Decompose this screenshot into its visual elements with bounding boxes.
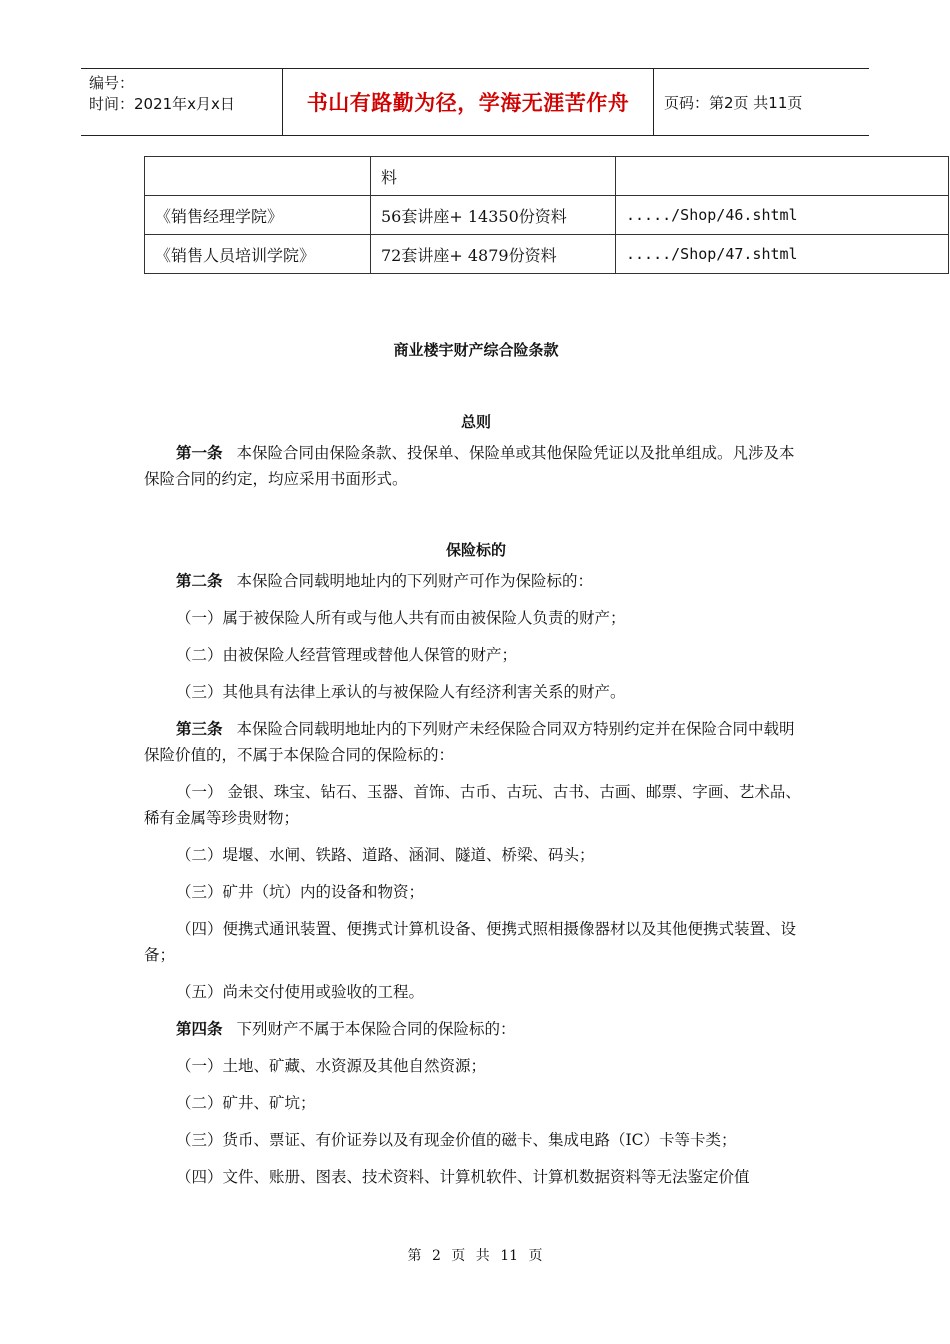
page-footer: 第 2 页 共 11 页 [407,1248,543,1264]
table-cell-name: 《销售经理学院》 [145,196,371,235]
section-heading-general: 总则 [460,413,491,431]
list-item: （三）矿井（坑）内的设备和物资； [176,883,425,901]
article-4 [144,1016,808,1042]
table-row [145,196,949,235]
table-cell-content: 56套讲座+ 14350份资料 [371,196,616,235]
article-text: 下列财产不属于本保险合同的保险标的： [236,1020,516,1038]
header-meta [81,69,282,135]
list-item: （四）便携式通讯装置、便携式计算机设备、便携式照相摄像器材以及其他便携式装置、设备； [144,920,797,964]
table-cell-link[interactable]: ...../Shop/46.shtml [616,196,949,235]
list-item: （四）文件、账册、图表、技术资料、计算机软件、计算机数据资料等无法鉴定价值 [176,1168,750,1186]
header-motto-cell [282,69,654,135]
list-item: （三）其他具有法律上承认的与被保险人有经济利害关系的财产。 [176,683,626,701]
list-item: （一） 金银、珠宝、钻石、玉器、首饰、古币、古玩、古书、古画、邮票、字画、艺术品、稀有金属等珍贵财物； [144,783,801,827]
table-cell-link [616,157,949,196]
page-number-label: 页码：第2页 共11页 [664,93,803,112]
article-3 [144,716,808,768]
article-text: 本保险合同由保险条款、投保单、保险单或其他保险凭证以及批单组成。凡涉及本保险合同的约定，均应采用书面形式。 [144,444,795,488]
table-cell-name [145,157,371,196]
list-item: （二）由被保险人经营管理或替他人保管的财产； [176,646,518,664]
table-cell-name: 《销售人员培训学院》 [145,235,371,274]
list-item: （三）货币、票证、有价证券以及有现金价值的磁卡、集成电路（IC）卡等卡类； [176,1131,737,1149]
table-row [145,235,949,274]
resource-table [144,156,949,274]
article-label: 第二条 [176,572,223,590]
section-heading-subject: 保险标的 [445,541,506,559]
list-item: （二）堤堰、水闸、铁路、道路、涵洞、隧道、桥梁、码头； [176,846,595,864]
motto: 书山有路勤为径，学海无涯苦作舟 [306,91,630,115]
list-item: （五）尚未交付使用或验收的工程。 [176,983,425,1001]
article-label: 第三条 [176,720,223,738]
list-item: （一）土地、矿藏、水资源及其他自然资源； [176,1057,487,1075]
article-1 [144,440,808,492]
table-cell-content: 72套讲座+ 4879份资料 [371,235,616,274]
page-header [81,68,869,136]
time-label: 时间：2021年x月x日 [89,95,235,113]
article-text: 本保险合同载明地址内的下列财产未经保险合同双方特别约定并在保险合同中载明保险价值的，不属于本保险合同的保险标的： [144,720,795,764]
article-label: 第四条 [176,1020,223,1038]
article-2 [144,568,808,594]
document-title: 商业楼宇财产综合险条款 [393,341,559,359]
list-item: （二）矿井、矿坑； [176,1094,316,1112]
table-cell-content: 料 [371,157,616,196]
document-body [144,332,808,1201]
table-row [145,157,949,196]
list-item: （一）属于被保险人所有或与他人共有而由被保险人负责的财产； [176,609,626,627]
serial-label: 编号： [89,74,135,92]
article-label: 第一条 [176,444,223,462]
table-cell-link[interactable]: ...../Shop/47.shtml [616,235,949,274]
article-text: 本保险合同载明地址内的下列财产可作为保险标的： [236,572,594,590]
